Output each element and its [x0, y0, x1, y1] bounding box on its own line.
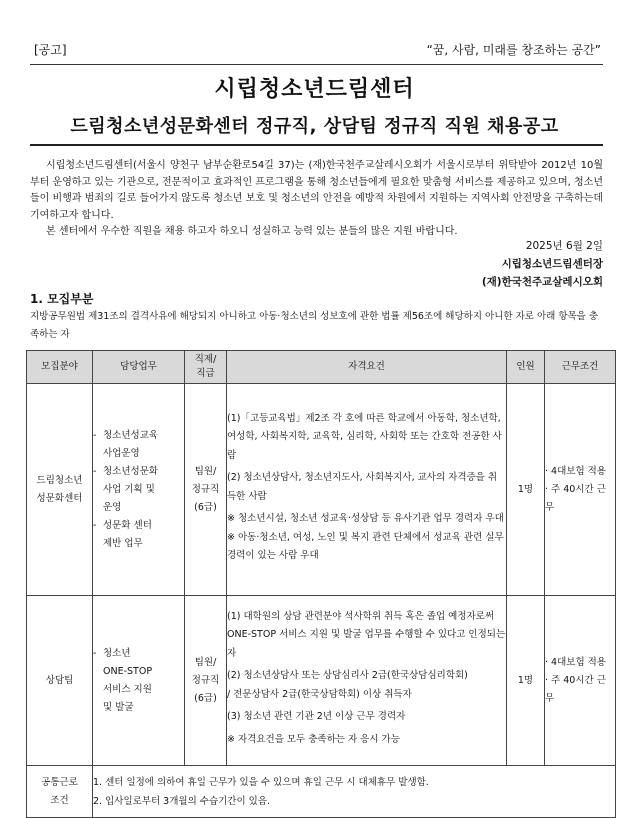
common-condition-item: 1. 센터 일정에 의하여 휴일 근무가 있을 수 있으며 휴일 근무 시 대체휴무 발생함. — [93, 776, 429, 788]
signature-block — [482, 237, 603, 291]
page-title: 시립청소년드림센터 — [214, 77, 415, 102]
table-header-row — [27, 351, 616, 384]
slogan: “꿈, 사람, 미래를 창조하는 공간” — [426, 43, 601, 57]
col-header-count: 인원 — [507, 351, 545, 384]
qualification-item: (3) 청소년 관련 기관 2년 이상 근무 경력자 — [227, 711, 406, 723]
table-row — [27, 384, 616, 596]
grade-cell: 팀원/ 정규직 (6급) — [185, 596, 227, 766]
condition-item: · 주 40시간 근무 — [545, 674, 606, 704]
issuer-foundation: (재)한국천주교살레시오회 — [481, 276, 603, 288]
issuer-center: 시립청소년드림센터장 — [501, 258, 603, 270]
qualification-cell — [227, 596, 507, 766]
conditions-cell — [545, 596, 616, 766]
intro-paragraph-2: 본 센터에서 우수한 직원을 채용 하고자 하오니 성실하고 능력 있는 분들의 많은 지원 바랍니다. — [46, 226, 458, 237]
divider-top — [30, 64, 603, 65]
count-cell: 1명 — [507, 384, 545, 596]
notice-date: 2025년 6월 2일 — [525, 240, 603, 252]
qualification-cell — [227, 384, 507, 596]
page-subtitle: 드림청소년성문화센터 정규직, 상담팀 정규직 직원 채용공고 — [70, 116, 559, 137]
condition-item: · 4대보험 적용 — [545, 656, 606, 668]
col-header-duty: 담당업무 — [93, 351, 185, 384]
condition-item: · 4대보험 적용 — [545, 465, 606, 477]
field-cell: 상담팀 — [27, 596, 93, 766]
qualification-note: ※ 청소년시설, 청소년 성교육·성상담 등 유사기관 업무 경력자 우대 ※ 아동·청소년, 여성, 노인 및 복지 관련 단체에서 성교육 관련 실무 경력이 있는 사람 우대 — [227, 513, 504, 561]
duty-item: - 청소년성교육 사업운영 — [93, 429, 159, 459]
qualification-item: (1) 대학원의 상담 관련분야 석사학위 취득 혹은 졸업 예정자로써 ONE-STOP 서비스 지원 및 발굴 업무를 수행할 수 있다고 인정되는 자 — [227, 610, 506, 659]
qualification-item: (2) 청소년상담사, 청소년지도사, 사회복지사, 교사의 자격증을 취득한 사람 — [227, 472, 498, 502]
section-description: 지방공무원법 제31조의 결격사유에 해당되지 아니하고 아동·청소년의 성보호에 관한 법률 제56조에 해당하지 아니한 자로 아래 항목을 충족하는 자 — [30, 311, 599, 340]
field-cell: 드림청소년 성문화센터 — [27, 384, 93, 596]
header-row — [34, 38, 601, 60]
common-label-cell: 공통근로 조건 — [27, 766, 93, 818]
table-row — [27, 596, 616, 766]
qualification-item: (1)「고등교육법」제2조 각 호에 따른 학교에서 아동학, 청소년학, 여성학, 사회복지학, 교육학, 심리학, 사회학 또는 간호학 전공한 사람 — [227, 412, 502, 461]
grade-cell: 팀원/ 정규직 (6급) — [185, 384, 227, 596]
col-header-conditions: 근무조건 — [545, 351, 616, 384]
intro-paragraph-1: 시립청소년드림센터(서울시 양천구 남부순환로54길 37)는 (재)한국천주교살레시오회가 서울시로부터 위탁받아 2012년 10월부터 운영하고 있는 기관으로, 전문적이고 효과적인 프로그램을 통해 청소년들에게 필요한 맞춤형 서비스를 제공하고 있으며, 청소년들이 비행과 범죄의 길로 들어가지 않도록 청소년 보호 및 청소년의 안전을 예방적 차원에서 지원하는 지역사회 안전망을 구축하는데 기여하고자 합니다. — [30, 160, 603, 221]
conditions-cell — [545, 384, 616, 596]
duty-item: - 성문화 센터 제반 업무 — [93, 519, 152, 549]
divider-title — [30, 144, 603, 146]
notice-tag: [공고] — [34, 43, 67, 57]
col-header-grade: 직제/ 직급 — [185, 351, 227, 384]
qualification-item: (2) 청소년상담사 또는 상담심리사 2급(한국상담심리학회) / 전문상담사 2급(한국상담학회) 이상 취득자 — [227, 670, 468, 700]
intro-text — [30, 158, 603, 241]
duty-item: - 청소년 ONE-STOP 서비스 지원 및 발굴 — [93, 647, 153, 713]
condition-item: · 주 40시간 근무 — [545, 483, 606, 513]
qualification-note: ※ 자격요건을 모두 충족하는 자 응시 가능 — [227, 733, 400, 745]
table-row-common — [27, 766, 616, 818]
common-condition-item: 2. 입사일로부터 3개월의 수습기간이 있음. — [93, 795, 271, 807]
col-header-field: 모집분야 — [27, 351, 93, 384]
duty-cell — [93, 384, 185, 596]
common-conditions-cell — [93, 766, 616, 818]
col-header-qualification: 자격요건 — [227, 351, 507, 384]
count-cell: 1명 — [507, 596, 545, 766]
section-title: 1. 모집부분 — [30, 292, 94, 306]
duty-item: - 청소년성문화 사업 기획 및 운영 — [93, 465, 159, 513]
recruitment-table — [26, 350, 616, 818]
duty-cell — [93, 596, 185, 766]
